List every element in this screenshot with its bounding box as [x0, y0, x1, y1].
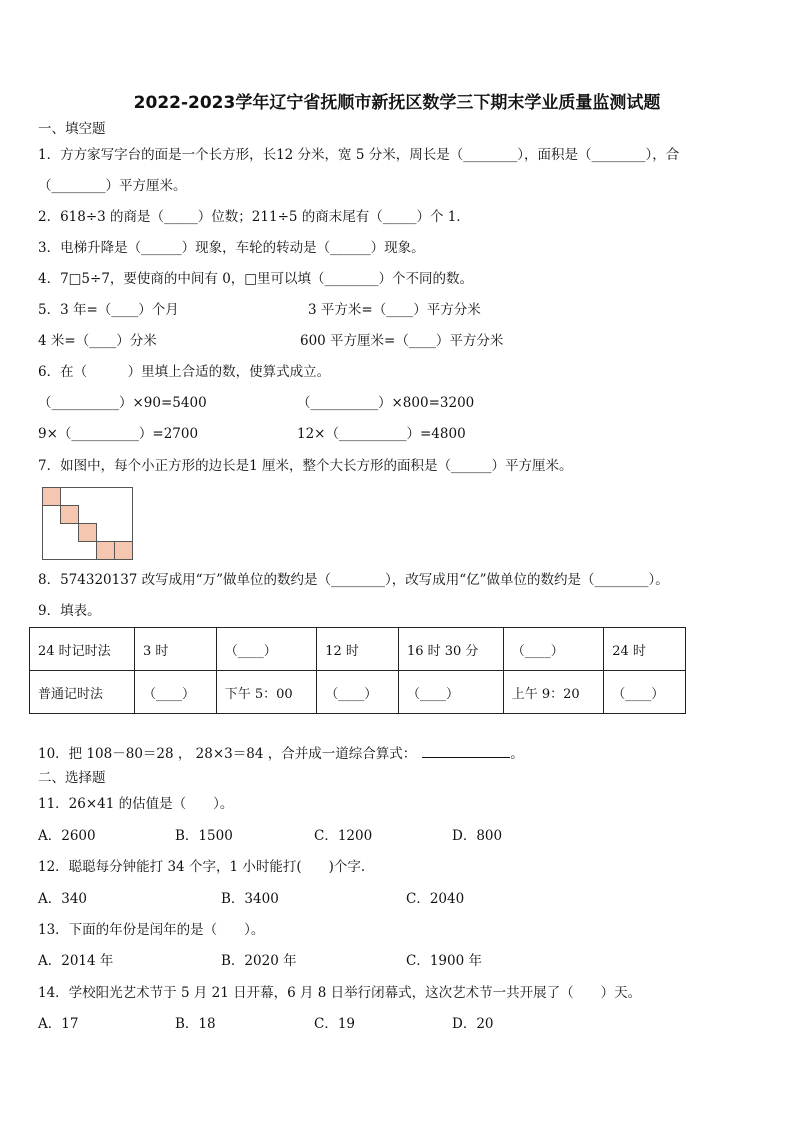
question-1-line-2: （________）平方厘米。 [38, 178, 187, 194]
question-2: 2．618÷3 的商是（_____）位数；211÷5 的商末尾有（_____）个 1． [38, 209, 470, 225]
question-5-a: 5．3 年=（____）个月 [38, 302, 179, 318]
table-cell: （____） [317, 671, 399, 714]
answer-underline [422, 744, 510, 758]
question-4: 4．7□5÷7，要使商的中间有 0，□里可以填（________）个不同的数。 [38, 271, 474, 287]
table-cell: 24 时 [604, 628, 686, 671]
question-13: 13．下面的年份是闰年的是（ ）。 [38, 922, 265, 938]
table-cell: 16 时 30 分 [398, 628, 503, 671]
question-6-c: 9×（__________）=2700 [38, 426, 199, 442]
question-14-option-d: D．20 [452, 1016, 494, 1032]
question-14: 14．学校阳光艺术节于 5 月 21 日开幕，6 月 8 日举行闭幕式，这次艺术节一共开展了（ ）天。 [38, 985, 642, 1001]
table-cell: 普通记时法 [30, 671, 135, 714]
question-14-option-a: A．17 [38, 1016, 79, 1032]
question-5-b: 3 平方米=（____）平方分米 [308, 302, 481, 318]
question-11: 11．26×41 的估值是（ ）。 [38, 796, 234, 812]
question-8: 8．574320137 改写成用“万”做单位的数约是（________），改写成用“亿”做单位的数约是（________）。 [38, 572, 669, 588]
staircase-rectangle-figure [42, 487, 134, 561]
question-6-a: （__________）×90=5400 [38, 395, 207, 411]
question-1-line-1: 1．方方家写字台的面是一个长方形，长12 分米，宽 5 分米，周长是（________），面积是（________），合 [38, 147, 680, 163]
question-12-option-b: B．3400 [221, 891, 279, 907]
question-11-option-b: B．1500 [175, 828, 233, 844]
question-10-end: 。 [510, 746, 524, 762]
question-3: 3．电梯升降是（______）现象，车轮的转动是（______）现象。 [38, 240, 425, 256]
question-14-option-b: B．18 [175, 1016, 216, 1032]
table-cell: 上午 9：20 [503, 671, 604, 714]
time-conversion-table [29, 627, 686, 714]
table-row [30, 628, 686, 671]
question-5-d: 600 平方厘米=（____）平方分米 [300, 333, 504, 349]
table-cell: （____） [503, 628, 604, 671]
question-12-option-a: A．340 [38, 891, 88, 907]
question-12-option-c: C．2040 [406, 891, 465, 907]
table-cell: （____） [398, 671, 503, 714]
table-cell: （____） [604, 671, 686, 714]
question-10-text: 10．把 108－80＝28 ， 28×3＝84 ，合并成一道综合算式： [38, 746, 417, 762]
table-cell: 24 时记时法 [30, 628, 135, 671]
question-10 [38, 744, 524, 763]
question-6-head: 6．在（ ）里填上合适的数，使算式成立。 [38, 364, 331, 380]
page-title: 2022-2023学年辽宁省抚顺市新抚区数学三下期末学业质量监测试题 [133, 93, 661, 113]
question-9: 9．填表。 [38, 603, 101, 619]
question-6-b: （__________）×800=3200 [297, 395, 475, 411]
question-11-option-d: D．800 [452, 828, 503, 844]
question-6-d: 12×（__________）=4800 [297, 426, 466, 442]
question-11-option-a: A．2600 [38, 828, 96, 844]
question-13-option-b: B．2020 年 [221, 953, 297, 969]
question-13-option-c: C．1900 年 [406, 953, 482, 969]
table-cell: 3 时 [135, 628, 217, 671]
table-cell: （____） [216, 628, 317, 671]
question-7: 7．如图中，每个小正方形的边长是1 厘米，整个大长方形的面积是（______）平方厘米。 [38, 458, 573, 474]
section-fill-blank-heading: 一、填空题 [38, 121, 106, 137]
question-13-option-a: A．2014 年 [38, 953, 114, 969]
question-12: 12．聪聪每分钟能打 34 个字，1 小时能打( )个字. [38, 859, 366, 875]
table-cell: 下午 5：00 [216, 671, 317, 714]
section-choice-heading: 二、选择题 [38, 770, 106, 786]
table-cell: （____） [135, 671, 217, 714]
question-5-c: 4 米=（____）分米 [38, 333, 157, 349]
table-cell: 12 时 [317, 628, 399, 671]
question-14-option-c: C．19 [314, 1016, 356, 1032]
question-11-option-c: C．1200 [314, 828, 373, 844]
table-row [30, 671, 686, 714]
